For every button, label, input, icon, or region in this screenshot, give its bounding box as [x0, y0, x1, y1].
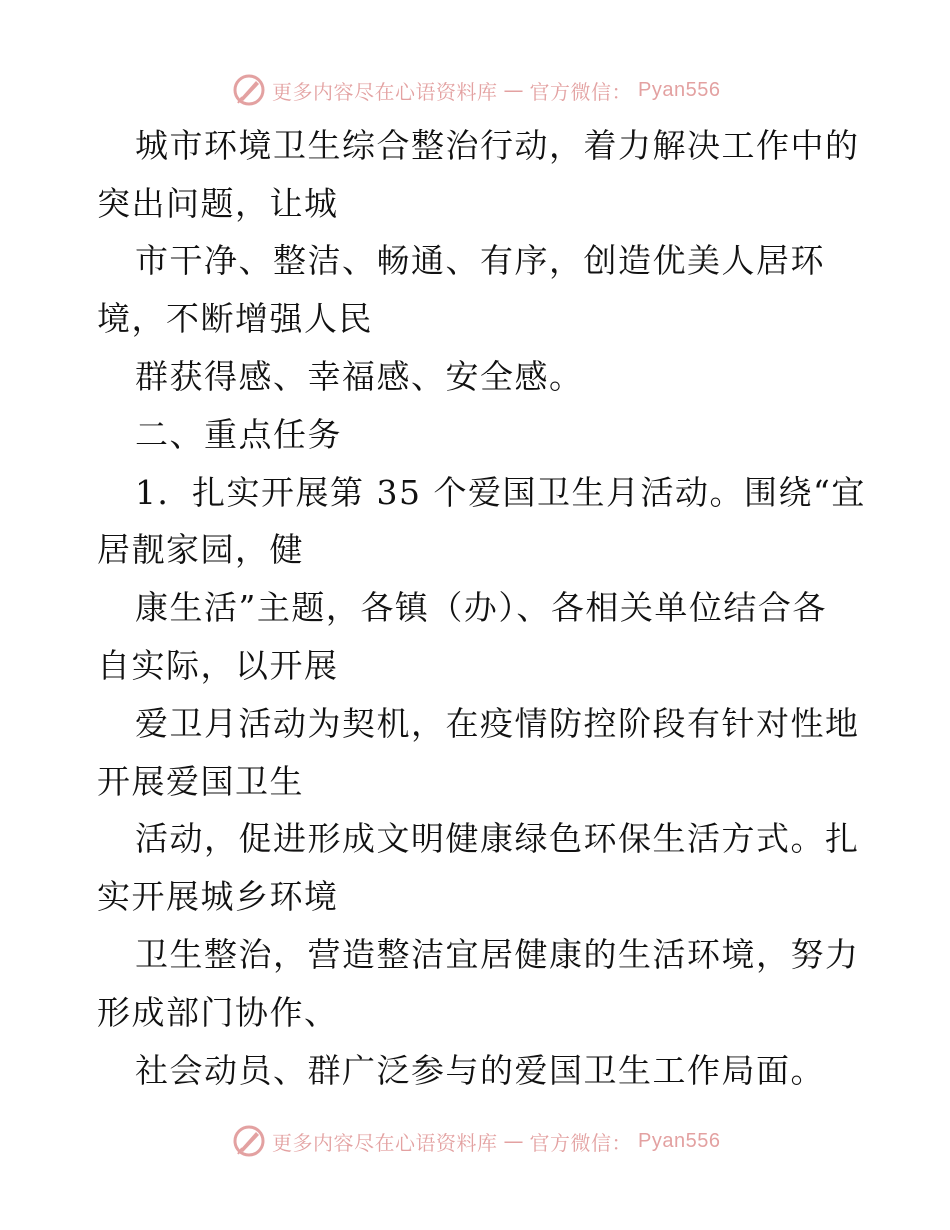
body-line: 1．扎实开展第 35 个爱国卫生月活动。围绕“宜	[135, 473, 866, 512]
body-line: 康生活”主题，各镇（办）、各相关单位结合各	[135, 588, 827, 627]
watermark-text: 更多内容尽在心语资料库	[272, 79, 498, 104]
body-line: 社会动员、群广泛参与的爱国卫生工作局面。	[135, 1051, 825, 1090]
watermark-wechat-label: 官方微信：	[529, 79, 632, 104]
body-line: 自实际，以开展	[97, 646, 339, 685]
watermark-wechat-id: Pyan556	[638, 78, 721, 101]
header-watermark-banner	[232, 73, 720, 107]
body-line: 开展爱国卫生	[97, 762, 304, 801]
body-line: 实开展城乡环境	[97, 877, 339, 916]
watermark-wechat-id: Pyan556	[638, 1129, 721, 1152]
body-line: 居靓家园，健	[97, 530, 304, 569]
section-heading: 二、重点任务	[135, 415, 342, 454]
body-line: 突出问题，让城	[97, 184, 339, 223]
body-line: 城市环境卫生综合整治行动，着力解决工作中的	[135, 126, 860, 165]
body-line: 卫生整治，营造整洁宜居健康的生活环境，努力	[135, 935, 860, 974]
body-line: 活动，促进形成文明健康绿色环保生活方式。扎	[135, 819, 860, 858]
watermark-wechat-label: 官方微信：	[529, 1130, 632, 1155]
watermark-separator: —	[503, 1129, 524, 1153]
watermark-separator: —	[503, 78, 524, 102]
body-line: 市干净、整洁、畅通、有序，创造优美人居环	[135, 241, 825, 280]
body-line: 爱卫月活动为契机，在疫情防控阶段有针对性地	[135, 704, 860, 743]
body-line: 境，不断增强人民	[97, 299, 373, 338]
quill-pen-logo-icon	[232, 73, 266, 107]
body-line: 形成部门协作、	[97, 993, 339, 1032]
footer-watermark-banner	[232, 1124, 720, 1158]
watermark-text: 更多内容尽在心语资料库	[272, 1130, 498, 1155]
quill-pen-logo-icon	[232, 1124, 266, 1158]
body-line: 群获得感、幸福感、安全感。	[135, 357, 584, 396]
